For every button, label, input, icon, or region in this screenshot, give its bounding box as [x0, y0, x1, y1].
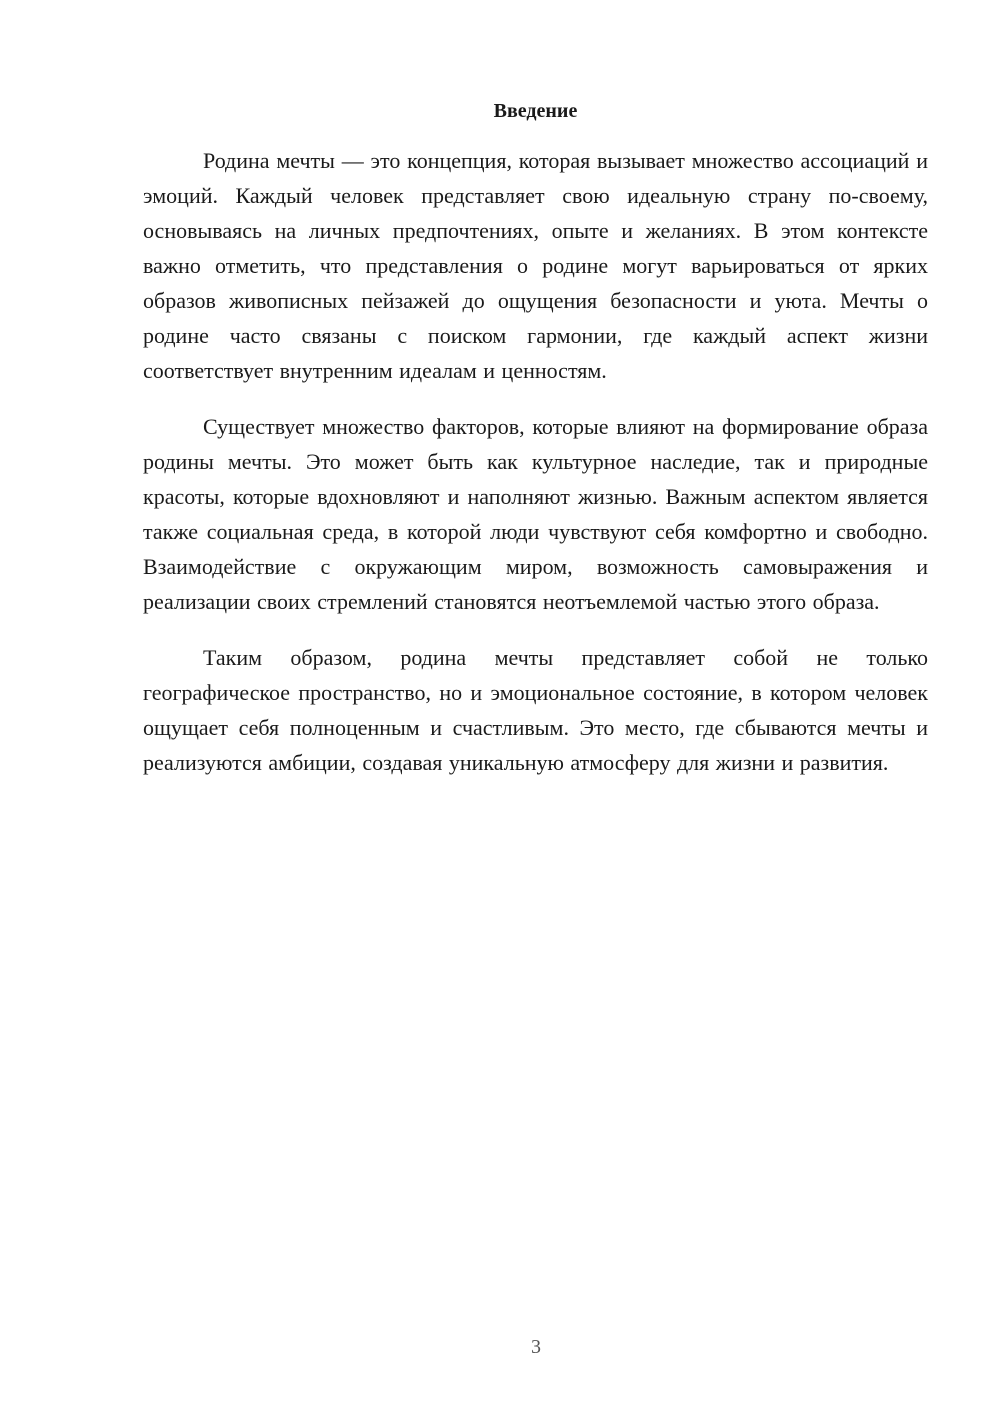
- document-body: [143, 143, 928, 801]
- paragraph-1: Родина мечты — это концепция, которая вызывает множество ассоциаций и эмоций. Каждый человек представляет свою идеальную страну по-своему, основываясь на личных предпочтениях, опыте и желаниях. В этом контексте важно отметить, что представления о родине могут варьироваться от ярких образов живописных пейзажей до ощущения безопасности и уюта. Мечты о родине часто связаны с поиском гармонии, где каждый аспект жизни соответствует внутренним идеалам и ценностям.: [143, 148, 928, 383]
- paragraph-2: Существует множество факторов, которые влияют на формирование образа родины мечты. Это может быть как культурное наследие, так и природные красоты, которые вдохновляют и наполняют жизнью. Важным аспектом является также социальная среда, в которой люди чувствуют себя комфортно и свободно. Взаимодействие с окружающим миром, возможность самовыражения и реализации своих стремлений становятся неотъемлемой частью этого образа.: [143, 414, 928, 614]
- paragraph-3: Таким образом, родина мечты представляет собой не только географическое пространство, но и эмоциональное состояние, в котором человек ощущает себя полноценным и счастливым. Это место, где сбываются мечты и реализуются амбиции, создавая уникальную атмосферу для жизни и развития.: [143, 645, 928, 775]
- section-heading: Введение: [493, 100, 578, 122]
- page-number: 3: [531, 1336, 541, 1358]
